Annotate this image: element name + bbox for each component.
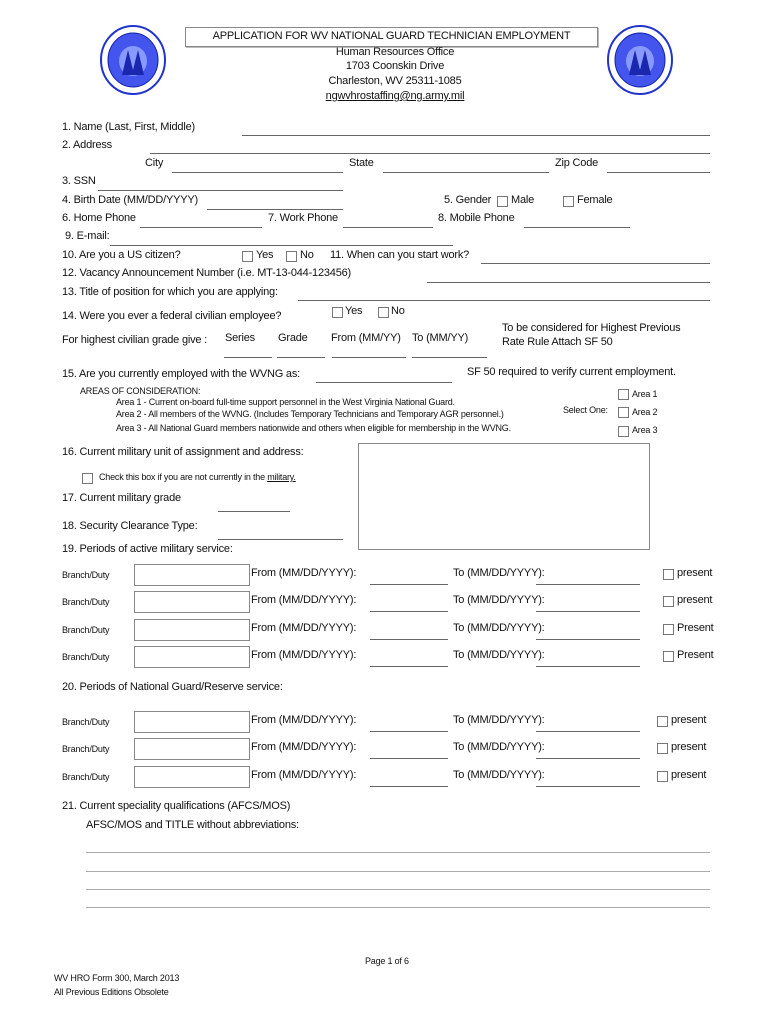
present-label: Present [677, 622, 714, 634]
federal-yes-checkbox[interactable] [332, 307, 343, 318]
address-label: 2. Address [62, 139, 112, 151]
speciality-line-3[interactable] [86, 889, 710, 890]
to-date-label: To (MM/DD/YYYY): [453, 594, 545, 606]
gender-label: 5. Gender [444, 194, 492, 206]
office-street: 1703 Coonskin Drive [345, 60, 445, 72]
start-date-input[interactable] [481, 263, 710, 264]
from-date-input[interactable] [370, 786, 448, 787]
to-date-label: To (MM/DD/YYYY): [453, 622, 545, 634]
obsolete-note: All Previous Editions Obsolete [54, 987, 169, 997]
military-unit-textarea[interactable] [358, 443, 650, 550]
form-number: WV HRO Form 300, March 2013 [54, 973, 180, 983]
area1-checkbox[interactable] [618, 389, 629, 400]
male-checkbox[interactable] [497, 196, 508, 207]
name-input[interactable] [242, 135, 710, 136]
citizen-yes-label: Yes [256, 249, 274, 261]
branch-duty-label: Branch/Duty [62, 625, 110, 635]
from-date-label: From (MM/DD/YYYY): [251, 567, 357, 579]
present-checkbox[interactable] [657, 716, 668, 727]
hprr-note-line1: To be considered for Highest Previous [502, 322, 681, 334]
series-input[interactable] [224, 357, 272, 358]
military-grade-label: 17. Current military grade [62, 492, 181, 504]
from-date-input[interactable] [370, 758, 448, 759]
branch-duty-input[interactable] [134, 646, 250, 668]
branch-duty-label: Branch/Duty [62, 744, 110, 754]
state-input[interactable] [383, 172, 549, 173]
sf50-note: SF 50 required to verify current employment. [467, 366, 676, 378]
select-one-label: Select One: [563, 405, 608, 415]
from-date-input[interactable] [370, 666, 448, 667]
position-title-label: 13. Title of position for which you are applying: [62, 286, 278, 298]
clearance-label: 18. Security Clearance Type: [62, 520, 198, 532]
present-checkbox[interactable] [663, 596, 674, 607]
to-date-input[interactable] [536, 731, 640, 732]
email-input[interactable] [110, 245, 453, 246]
address-input[interactable] [150, 153, 710, 154]
from-date-input[interactable] [370, 611, 448, 612]
to-date-input[interactable] [536, 639, 640, 640]
federal-no-label: No [391, 305, 405, 317]
citizen-yes-checkbox[interactable] [242, 251, 253, 262]
grade-input[interactable] [277, 357, 325, 358]
wvng-employment-label: 15. Are you currently employed with the WVNG as: [62, 368, 301, 380]
area2-label: Area 2 [632, 407, 658, 417]
to-date-label: To (MM/DD/YYYY): [453, 649, 545, 661]
present-checkbox[interactable] [663, 651, 674, 662]
from-date-input[interactable] [370, 584, 448, 585]
citizen-label: 10. Are you a US citizen? [62, 249, 181, 261]
area3-checkbox[interactable] [618, 426, 629, 437]
from-date-label: From (MM/DD/YYYY): [251, 594, 357, 606]
present-label: Present [677, 649, 714, 661]
area2-description: Area 2 - All members of the WVNG. (Includes Temporary Technicians and Temporary AGR personnel.) [116, 409, 504, 419]
speciality-line-4[interactable] [86, 907, 710, 908]
speciality-line-1[interactable] [86, 852, 710, 853]
female-label: Female [577, 194, 613, 206]
areas-title: AREAS OF CONSIDERATION: [80, 386, 201, 396]
speciality-line-2[interactable] [86, 871, 710, 872]
mobile-phone-input[interactable] [524, 227, 630, 228]
active-service-label: 19. Periods of active military service: [62, 543, 233, 555]
citizen-no-label: No [300, 249, 314, 261]
from-mmyy-label: From (MM/YY) [331, 332, 401, 344]
to-date-label: To (MM/DD/YYYY): [453, 769, 545, 781]
military-grade-input[interactable] [218, 511, 290, 512]
wvng-employment-input[interactable] [316, 382, 452, 383]
to-mmyy-input[interactable] [412, 357, 487, 358]
to-date-label: To (MM/DD/YYYY): [453, 567, 545, 579]
from-mmyy-input[interactable] [332, 357, 406, 358]
name-label: 1. Name (Last, First, Middle) [62, 121, 195, 133]
highest-grade-label: For highest civilian grade give : [62, 334, 208, 346]
city-label: City [145, 157, 164, 169]
home-phone-label: 6. Home Phone [62, 212, 136, 224]
citizen-no-checkbox[interactable] [286, 251, 297, 262]
to-date-label: To (MM/DD/YYYY): [453, 741, 545, 753]
wv-state-seal-left [100, 25, 166, 95]
not-military-link: military. [267, 472, 296, 482]
zip-label: Zip Code [555, 157, 599, 169]
branch-duty-label: Branch/Duty [62, 772, 110, 782]
email-label: 9. E-mail: [65, 230, 110, 242]
office-name: Human Resources Office [335, 46, 455, 58]
vacancy-label: 12. Vacancy Announcement Number (i.e. MT-13-044-123456) [62, 267, 352, 279]
speciality-label: 21. Current speciality qualifications (AFCS/MOS) [62, 800, 291, 812]
branch-duty-label: Branch/Duty [62, 597, 110, 607]
zip-input[interactable] [607, 172, 710, 173]
branch-duty-input[interactable] [134, 766, 250, 788]
city-input[interactable] [172, 172, 343, 173]
from-date-label: From (MM/DD/YYYY): [251, 714, 357, 726]
to-date-input[interactable] [536, 786, 640, 787]
to-date-input[interactable] [536, 758, 640, 759]
vacancy-input[interactable] [427, 282, 710, 283]
series-label: Series [225, 332, 255, 344]
from-date-label: From (MM/DD/YYYY): [251, 649, 357, 661]
clearance-input[interactable] [218, 539, 343, 540]
area3-label: Area 3 [632, 425, 658, 435]
not-military-text: Check this box if you are not currently in the [99, 472, 268, 482]
federal-employee-label: 14. Were you ever a federal civilian employee? [62, 310, 282, 322]
present-checkbox[interactable] [657, 771, 668, 782]
start-date-label: 11. When can you start work? [330, 249, 470, 261]
hprr-note-line2: Rate Rule Attach SF 50 [502, 336, 613, 348]
work-phone-input[interactable] [343, 227, 433, 228]
state-label: State [349, 157, 374, 169]
branch-duty-input[interactable] [134, 738, 250, 760]
home-phone-input[interactable] [140, 227, 262, 228]
to-date-label: To (MM/DD/YYYY): [453, 714, 545, 726]
guard-service-label: 20. Periods of National Guard/Reserve service: [62, 681, 283, 693]
present-label: present [671, 741, 707, 753]
present-label: present [677, 567, 713, 579]
from-date-input[interactable] [370, 639, 448, 640]
not-military-checkbox[interactable] [82, 473, 93, 484]
area3-description: Area 3 - All National Guard members nationwide and others when eligible for membership in the WVNG. [116, 423, 511, 433]
ssn-input[interactable] [98, 190, 343, 191]
wv-state-seal-right [607, 25, 673, 95]
present-checkbox[interactable] [657, 743, 668, 754]
area1-description: Area 1 - Current on-board full-time support personnel in the West Virginia National Guard. [116, 397, 455, 407]
office-city: Charleston, WV 25311-1085 [328, 75, 462, 87]
branch-duty-input[interactable] [134, 591, 250, 613]
female-checkbox[interactable] [563, 196, 574, 207]
branch-duty-input[interactable] [134, 711, 250, 733]
from-date-label: From (MM/DD/YYYY): [251, 769, 357, 781]
to-date-input[interactable] [536, 584, 640, 585]
branch-duty-label: Branch/Duty [62, 652, 110, 662]
present-label: present [671, 714, 707, 726]
from-date-label: From (MM/DD/YYYY): [251, 741, 357, 753]
area2-checkbox[interactable] [618, 407, 629, 418]
area1-label: Area 1 [632, 389, 658, 399]
present-checkbox[interactable] [663, 569, 674, 580]
from-date-input[interactable] [370, 731, 448, 732]
speciality-sublabel: AFSC/MOS and TITLE without abbreviations: [86, 819, 299, 831]
male-label: Male [511, 194, 535, 206]
to-date-input[interactable] [536, 666, 640, 667]
birth-date-input[interactable] [207, 209, 343, 210]
form-title: APPLICATION FOR WV NATIONAL GUARD TECHNICIAN EMPLOYMENT [185, 27, 598, 47]
present-label: present [677, 594, 713, 606]
to-date-input[interactable] [536, 611, 640, 612]
to-mmyy-label: To (MM/YY) [412, 332, 469, 344]
page-number: Page 1 of 6 [365, 956, 409, 966]
mobile-phone-label: 8. Mobile Phone [438, 212, 515, 224]
position-title-input[interactable] [298, 300, 710, 301]
branch-duty-label: Branch/Duty [62, 570, 110, 580]
branch-duty-label: Branch/Duty [62, 717, 110, 727]
present-label: present [671, 769, 707, 781]
branch-duty-input[interactable] [134, 619, 250, 641]
work-phone-label: 7. Work Phone [268, 212, 338, 224]
ssn-label: 3. SSN [62, 175, 96, 187]
federal-yes-label: Yes [345, 305, 363, 317]
office-email-link[interactable]: ngwvhrostaffing@ng.army.mil [325, 90, 465, 102]
from-date-label: From (MM/DD/YYYY): [251, 622, 357, 634]
present-checkbox[interactable] [663, 624, 674, 635]
military-unit-label: 16. Current military unit of assignment and address: [62, 446, 304, 458]
federal-no-checkbox[interactable] [378, 307, 389, 318]
not-military-label [99, 472, 296, 482]
birth-date-label: 4. Birth Date (MM/DD/YYYY) [62, 194, 198, 206]
branch-duty-input[interactable] [134, 564, 250, 586]
grade-label: Grade [278, 332, 308, 344]
